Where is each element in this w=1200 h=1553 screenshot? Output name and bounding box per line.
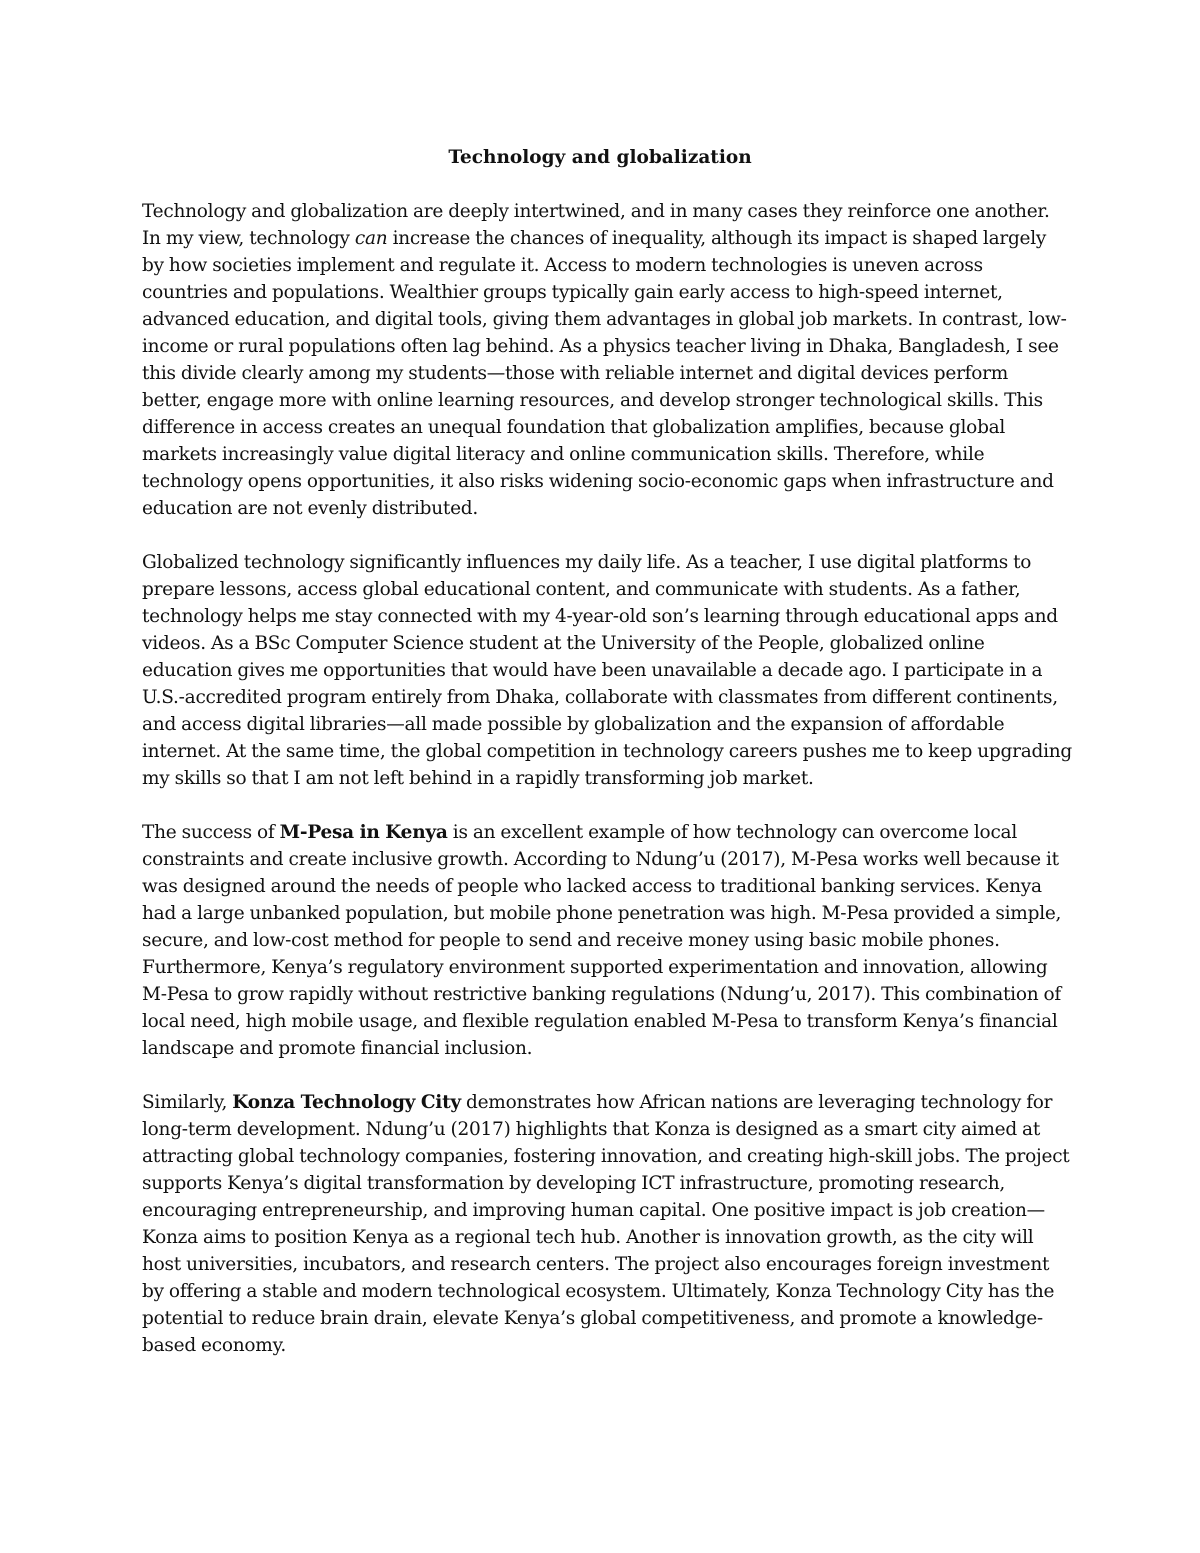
paragraph-1-text-2: increase the chances of inequality, although its impact is shaped largely by how societies implement and regulate it. Access to modern technologies is uneven across countries and populations. Wealthier groups typically gain early access to high-speed internet, advanced education, and digital tools, giving them advantages in global job markets. In contrast, low-income or rural populations often lag behind. As a physics teacher living in Dhaka, Bangladesh, I see this divide clearly among my students—those with reliable internet and digital devices perform better, engage more with online learning resources, and develop stronger technological skills. This difference in access creates an unequal foundation that globalization amplifies, because global markets increasingly value digital literacy and online communication skills. Therefore, while technology opens opportunities, it also risks widening socio-economic gaps when infrastructure and education are not evenly distributed.	[142, 228, 1067, 519]
paragraph-4-text-1: Similarly,	[142, 1092, 233, 1113]
paragraph-inequality	[142, 198, 1072, 522]
paragraph-1-emphasis-can: can	[354, 228, 388, 249]
paragraph-4-text-2: demonstrates how African nations are leveraging technology for long-term development. Ndung’u (2017) highlights that Konza is designed as a smart city aimed at attracting global technology companies, fostering innovation, and creating high-skill jobs. The project supports Kenya’s digital transformation by developing ICT infrastructure, promoting research, encouraging entrepreneurship, and improving human capital. One positive impact is job creation—Konza aims to position Kenya as a regional tech hub. Another is innovation growth, as the city will host universities, incubators, and research centers. The project also encourages foreign investment by offering a stable and modern technological ecosystem. Ultimately, Konza Technology City has the potential to reduce brain drain, elevate Kenya’s global competitiveness, and promote a knowledge-based economy.	[142, 1092, 1070, 1356]
paragraph-4-bold-konza: Konza Technology City	[232, 1092, 461, 1113]
paragraph-3-text-2: is an excellent example of how technology can overcome local constraints and create inclusive growth. According to Ndung’u (2017), M-Pesa works well because it was designed around the needs of people who lacked access to traditional banking services. Kenya had a large unbanked population, but mobile phone penetration was high. M-Pesa provided a simple, secure, and low-cost method for people to send and receive money using basic mobile phones. Furthermore, Kenya’s regulatory environment supported experimentation and innovation, allowing M-Pesa to grow rapidly without restrictive banking regulations (Ndung’u, 2017). This combination of local need, high mobile usage, and flexible regulation enabled M-Pesa to transform Kenya’s financial landscape and promote financial inclusion.	[142, 822, 1062, 1059]
paragraph-3-bold-m-pesa: M-Pesa in Kenya	[279, 822, 448, 843]
paragraph-2-text-1: Globalized technology significantly influences my daily life. As a teacher, I use digital platforms to prepare lessons, access global educational content, and communicate with students. As a father, technology helps me stay connected with my 4-year-old son’s learning through educational apps and videos. As a BSc Computer Science student at the University of the People, globalized online education gives me opportunities that would have been unavailable a decade ago. I participate in a U.S.-accredited program entirely from Dhaka, collaborate with classmates from different continents, and access digital libraries—all made possible by globalization and the expansion of affordable internet. At the same time, the global competition in technology careers pushes me to keep upgrading my skills so that I am not left behind in a rapidly transforming job market.	[142, 552, 1072, 789]
paragraph-1-text-1: Technology and globalization are deeply intertwined, and in many cases they reinforce one another. In my view, technology	[142, 201, 1050, 249]
paragraph-konza	[142, 1089, 1072, 1359]
document-title: Technology and globalization	[448, 147, 752, 168]
paragraph-daily-life	[142, 549, 1072, 792]
paragraph-3-text-1: The success of	[142, 822, 280, 843]
paragraph-m-pesa	[142, 819, 1072, 1062]
document-body	[142, 198, 1072, 1386]
